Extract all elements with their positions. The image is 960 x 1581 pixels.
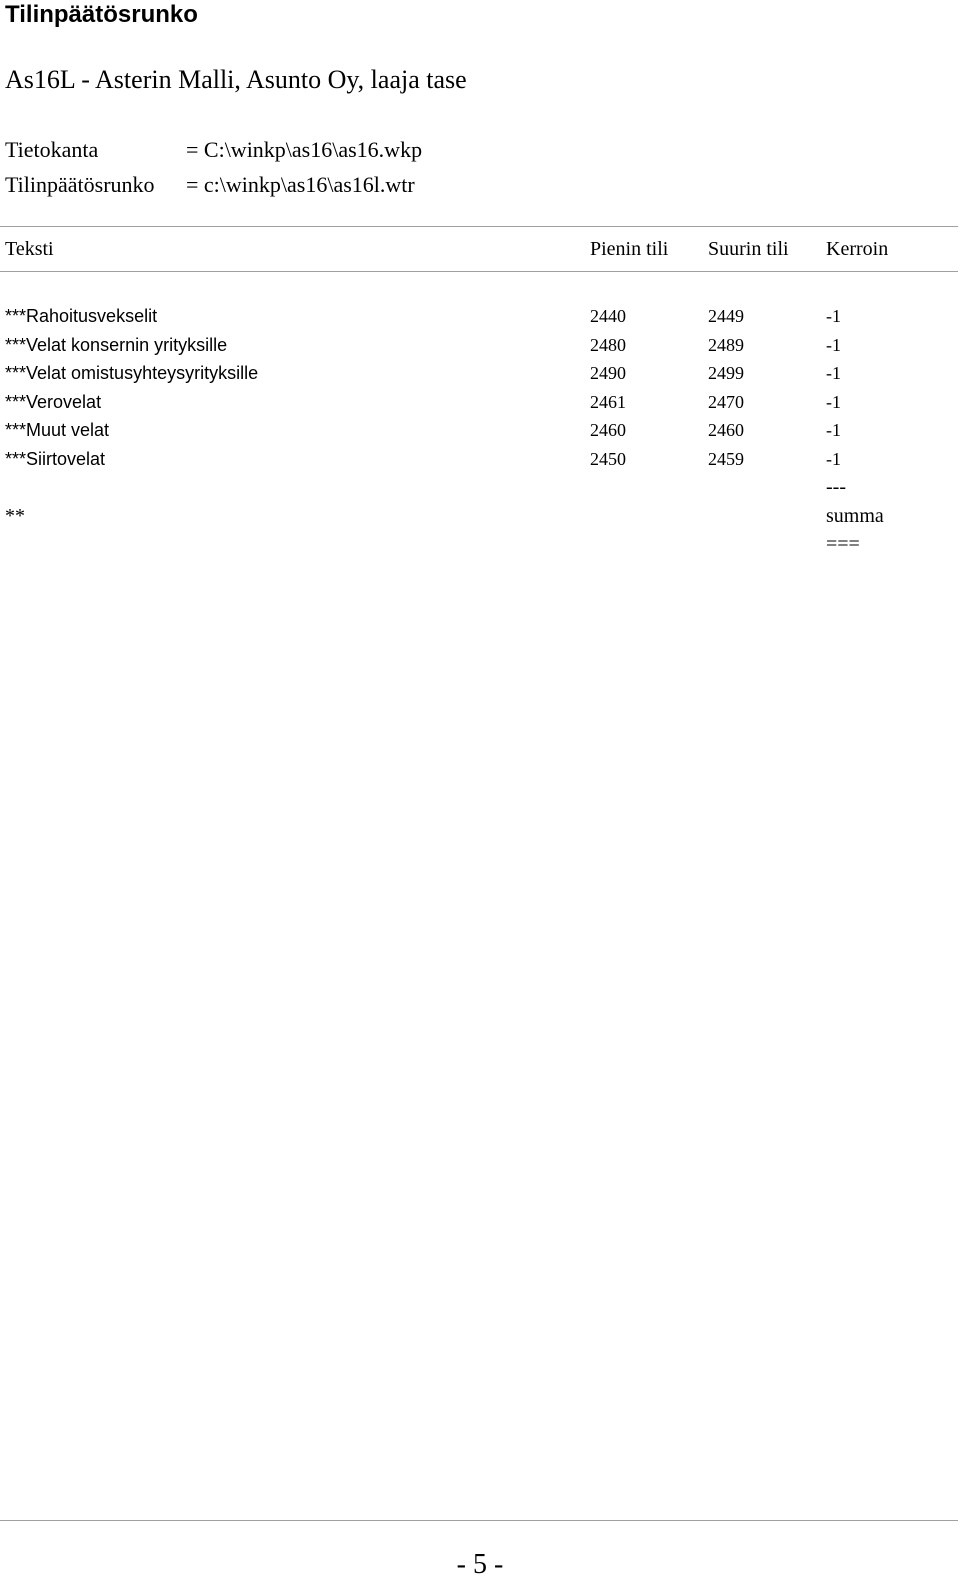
summary-factor: summa: [826, 505, 884, 527]
table-row: [0, 416, 958, 444]
column-header-min-account: Pienin tili: [590, 238, 669, 260]
meta-label-database: Tietokanta: [5, 137, 99, 162]
summary-label: **: [5, 505, 25, 527]
cell-max-account: 2499: [708, 363, 744, 383]
cell-text: ***Verovelat: [5, 392, 102, 412]
cell-max-account: 2460: [708, 420, 744, 440]
cell-min-account: 2460: [590, 420, 626, 440]
cell-max-account: 2449: [708, 306, 744, 326]
cell-factor: -1: [826, 335, 841, 355]
cell-factor: -1: [826, 449, 841, 469]
table-row: [0, 331, 958, 359]
document-subtitle: As16L - Asterin Malli, Asunto Oy, laaja tase: [5, 65, 467, 94]
cell-text: ***Velat omistusyhteysyrityksille: [5, 363, 259, 383]
footer-rule: [0, 1520, 958, 1521]
cell-factor: -1: [826, 420, 841, 440]
meta-label-template: Tilinpäätösrunko: [5, 172, 155, 197]
cell-text: ***Siirtovelat: [5, 449, 106, 469]
header-top-rule: [0, 226, 958, 227]
table-row: [0, 359, 958, 387]
cell-factor: -1: [826, 392, 841, 412]
cell-text: ***Rahoitusvekselit: [5, 306, 158, 326]
summary-separator-top: ---: [826, 476, 846, 498]
cell-max-account: 2459: [708, 449, 744, 469]
table-row: [0, 445, 958, 473]
summary-separator-bottom: ===: [826, 533, 860, 555]
cell-min-account: 2490: [590, 363, 626, 383]
cell-min-account: 2450: [590, 449, 626, 469]
cell-max-account: 2470: [708, 392, 744, 412]
column-header-factor: Kerroin: [826, 238, 889, 260]
header-bottom-rule: [0, 271, 958, 272]
cell-text: ***Muut velat: [5, 420, 110, 440]
cell-max-account: 2489: [708, 335, 744, 355]
cell-min-account: 2480: [590, 335, 626, 355]
column-header-max-account: Suurin tili: [708, 238, 789, 260]
meta-value-template: = c:\winkp\as16\as16l.wtr: [186, 172, 415, 197]
cell-min-account: 2440: [590, 306, 626, 326]
table-row: [0, 302, 958, 330]
meta-value-database: = C:\winkp\as16\as16.wkp: [186, 137, 423, 162]
cell-factor: -1: [826, 363, 841, 383]
page-number: - 5 -: [456, 1549, 504, 1580]
cell-factor: -1: [826, 306, 841, 326]
document-title: Tilinpäätösrunko: [5, 1, 198, 28]
table-row: [0, 388, 958, 416]
cell-min-account: 2461: [590, 392, 626, 412]
column-header-text: Teksti: [5, 238, 54, 260]
cell-text: ***Velat konsernin yrityksille: [5, 335, 228, 355]
